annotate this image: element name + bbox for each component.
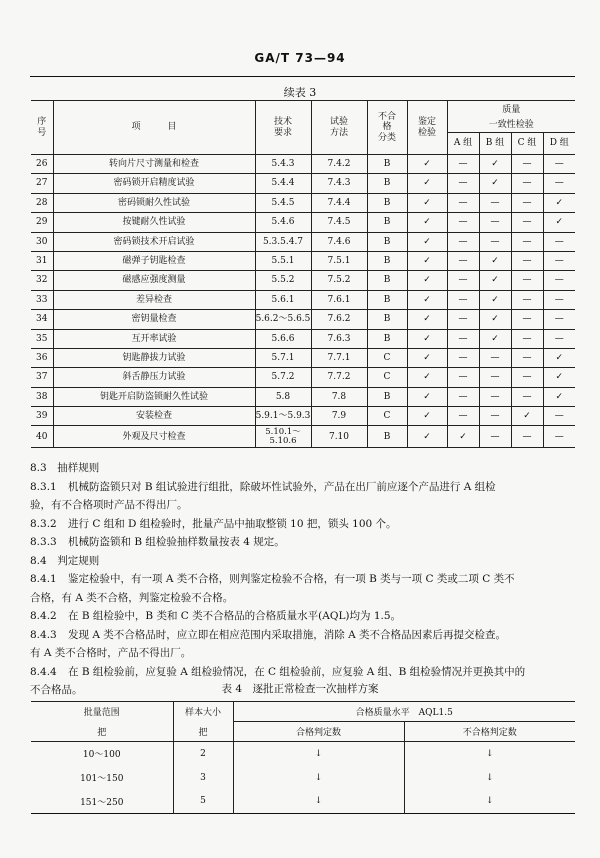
header-group-d: D 组	[543, 133, 575, 155]
header-item: 项 目	[53, 101, 255, 155]
table-row: 33 差异检查 5.6.1 7.6.1 B ✓ — ✓ — —	[31, 290, 575, 309]
table-row: 10～100 2 ↓ ↓	[31, 742, 575, 766]
table-row: 151～250 5 ↓ ↓	[31, 790, 575, 814]
table-row: 30 密码锁技术开启试验 5.3.5.4.7 7.4.6 B ✓ — — — —	[31, 232, 575, 251]
paragraph-8-4-2: 8.4.2 在 B 组检验中，B 类和 C 类不合格品的合格质量水平(AQL)均为 1.5。	[30, 610, 402, 622]
table-row: 26 转向片尺寸测量和检查 5.4.3 7.4.2 B ✓ — ✓ — —	[31, 155, 575, 174]
header-reject: 不合格判定数	[404, 722, 575, 742]
paragraph-8-4-3: 8.4.3 发现 A 类不合格品时，应立即在相应范围内采取措施，消除 A 类不合格品因素后再提交检查。	[30, 628, 507, 641]
header-group-b: B 组	[479, 133, 511, 155]
header-quality: 质量	[447, 101, 575, 119]
header-sample: 样本大小	[173, 702, 233, 722]
paragraph-8-4-4-cont: 不合格品。	[30, 684, 83, 696]
header-appraisal: 鉴定 检验	[407, 101, 447, 155]
paragraph-8-3-1-cont: 验，有不合格项时产品不得出厂。	[30, 499, 188, 511]
header-aql: 合格质量水平 AQL1.5	[233, 702, 575, 722]
header-consistency: 一致性检验	[447, 119, 575, 133]
header-tech: 技术 要求	[255, 101, 311, 155]
table-row: 35 互开率试验 5.6.6 7.6.3 B ✓ — ✓ — —	[31, 329, 575, 348]
section-8-3	[30, 459, 576, 700]
table-row: 34 密钥量检查 5.6.2～5.6.5 7.6.2 B ✓ — ✓ — —	[31, 310, 575, 329]
table-row: 36 钥匙静拔力试验 5.7.1 7.7.1 C ✓ — — — ✓	[31, 348, 575, 367]
table-row: 29 按键耐久性试验 5.4.6 7.4.5 B ✓ — — — ✓	[31, 213, 575, 232]
header-batch: 批量范围	[31, 702, 173, 722]
unit-sample: 把	[173, 722, 233, 742]
table4-caption: 表 4 逐批正常检查一次抽样方案	[221, 683, 379, 695]
table-row: 101～150 3 ↓ ↓	[31, 766, 575, 790]
header-accept: 合格判定数	[233, 722, 404, 742]
paragraph-8-4-4: 8.4.4 在 B 组检验前，应复验 A 组检验情况，在 C 组检验前，应复验 A 组、B 组检验情况并更换其中的	[30, 665, 526, 678]
paragraph-8-4-1-cont: 合格，有 A 类不合格，判鉴定检验不合格。	[30, 591, 234, 604]
paragraph-8-3-3: 8.3.3 机械防盗锁和 B 组检验抽样数量按表 4 规定。	[30, 536, 285, 548]
header-seq: 序 号	[31, 101, 53, 155]
header-group-a: A 组	[447, 133, 479, 155]
table3	[31, 100, 575, 448]
paragraph-8-3-2: 8.3.2 进行 C 组和 D 组检验时，批量产品中抽取整锁 10 把，锁头 100 个。	[30, 517, 397, 530]
header-method: 试验 方法	[311, 101, 367, 155]
table4	[31, 701, 575, 814]
table-row: 38 钥匙开启防盗锁耐久性试验 5.8 7.8 B ✓ — — — ✓	[31, 387, 575, 406]
table-row: 31 磁弹子钥匙检查 5.5.1 7.5.1 B ✓ — ✓ — —	[31, 251, 575, 270]
table3-caption: 续表 3	[283, 86, 317, 99]
paragraph-8-4-1: 8.4.1 鉴定检验中，有一项 A 类不合格，则判鉴定检验不合格，有一项 B 类与一项 C 类或二项 C 类不	[30, 573, 515, 585]
unit-batch: 把	[31, 722, 173, 742]
header-nonconf: 不合 格 分类	[367, 101, 407, 155]
table-row: 40 外观及尺寸检查 5.10.1～ 5.10.6 7.10 B ✓ ✓ — — —	[31, 426, 575, 448]
section-heading: 8.4 判定规则	[30, 554, 100, 567]
header-group-c: C 组	[511, 133, 543, 155]
table-row: 39 安装检查 5.9.1～5.9.3 7.9 C ✓ — — ✓ —	[31, 407, 575, 426]
section-heading: 8.3 抽样规则	[30, 462, 100, 474]
paragraph-8-3-1: 8.3.1 机械防盗锁只对 B 组试验进行组批，除破坏性试验外，产品在出厂前应逐个产品进行 A 组检	[30, 480, 496, 493]
table-row: 28 密码锁耐久性试验 5.4.5 7.4.4 B ✓ — — — ✓	[31, 193, 575, 212]
table-row: 32 磁感应强度测量 5.5.2 7.5.2 B ✓ — ✓ — —	[31, 271, 575, 290]
standard-code: GA/T 73—94	[254, 51, 346, 65]
paragraph-8-4-3-cont: 有 A 类不合格时，产品不得出厂。	[30, 647, 192, 659]
header-rule	[30, 76, 575, 77]
table-row: 27 密码锁开启精度试验 5.4.4 7.4.3 B ✓ — ✓ — —	[31, 174, 575, 193]
table-row: 37 斜舌静压力试验 5.7.2 7.7.2 C ✓ — — — ✓	[31, 368, 575, 387]
